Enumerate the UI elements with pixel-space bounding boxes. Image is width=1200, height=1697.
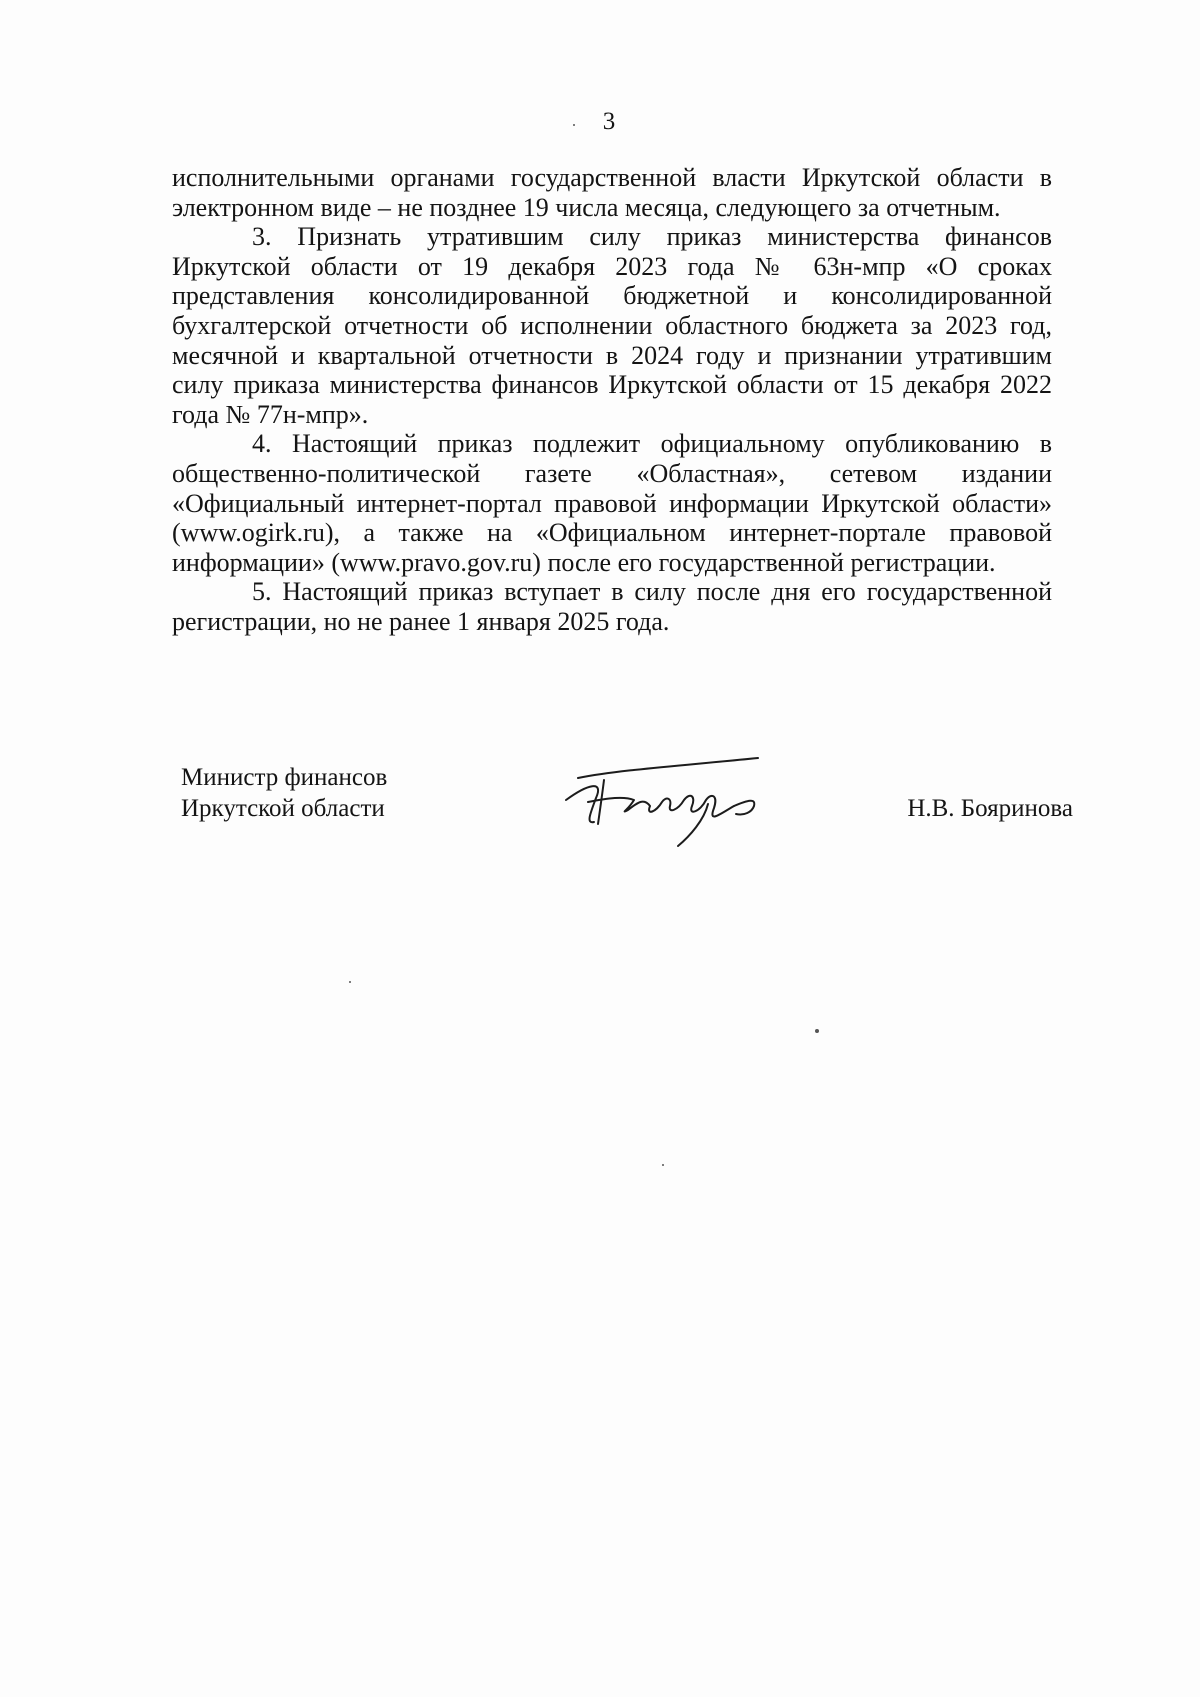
scan-speck	[349, 981, 351, 983]
scan-speck	[662, 1164, 664, 1166]
paragraph-item-4: 4. Настоящий приказ подлежит официальному опубликованию в общественно-политической газете «Областная», сетевом издании «Официальный интернет-портал правовой информации Иркутской области» (www.ogirk.ru), а также на «Официальном интернет-портале правовой информации» (www.pravo.gov.ru) после его государственной регистрации.	[172, 429, 1052, 577]
signature-block	[181, 762, 1081, 882]
handwritten-signature	[558, 740, 778, 850]
scan-speck	[815, 1029, 819, 1033]
paragraph-item-5: 5. Настоящий приказ вступает в силу после дня его государственной регистрации, но не ранее 1 января 2025 года.	[172, 577, 1052, 636]
paragraph-continuation: исполнительными органами государственной власти Иркутской области в электронном виде – не позднее 19 числа месяца, следующего за отчетным.	[172, 163, 1052, 222]
signatory-name: Н.В. Бояринова	[907, 795, 1073, 822]
scan-speck	[573, 124, 575, 126]
document-body	[172, 163, 1052, 637]
signatory-position	[181, 762, 387, 824]
signatory-position-line2: Иркутской области	[181, 795, 385, 822]
page-number: 3	[602, 108, 616, 135]
signatory-position-line1: Министр финансов	[181, 764, 388, 791]
paragraph-item-3: 3. Признать утратившим силу приказ министерства финансов Иркутской области от 19 декабря 2023 года № 63н-мпр «О сроках представления консолидированной бюджетной и консолидированной бухгалтерской отчетности об исполнении областного бюджета за 2023 год, месячной и квартальной отчетности в 2024 году и признании утратившим силу приказа министерства финансов Иркутской области от 15 декабря 2022 года № 77н-мпр».	[172, 222, 1052, 429]
